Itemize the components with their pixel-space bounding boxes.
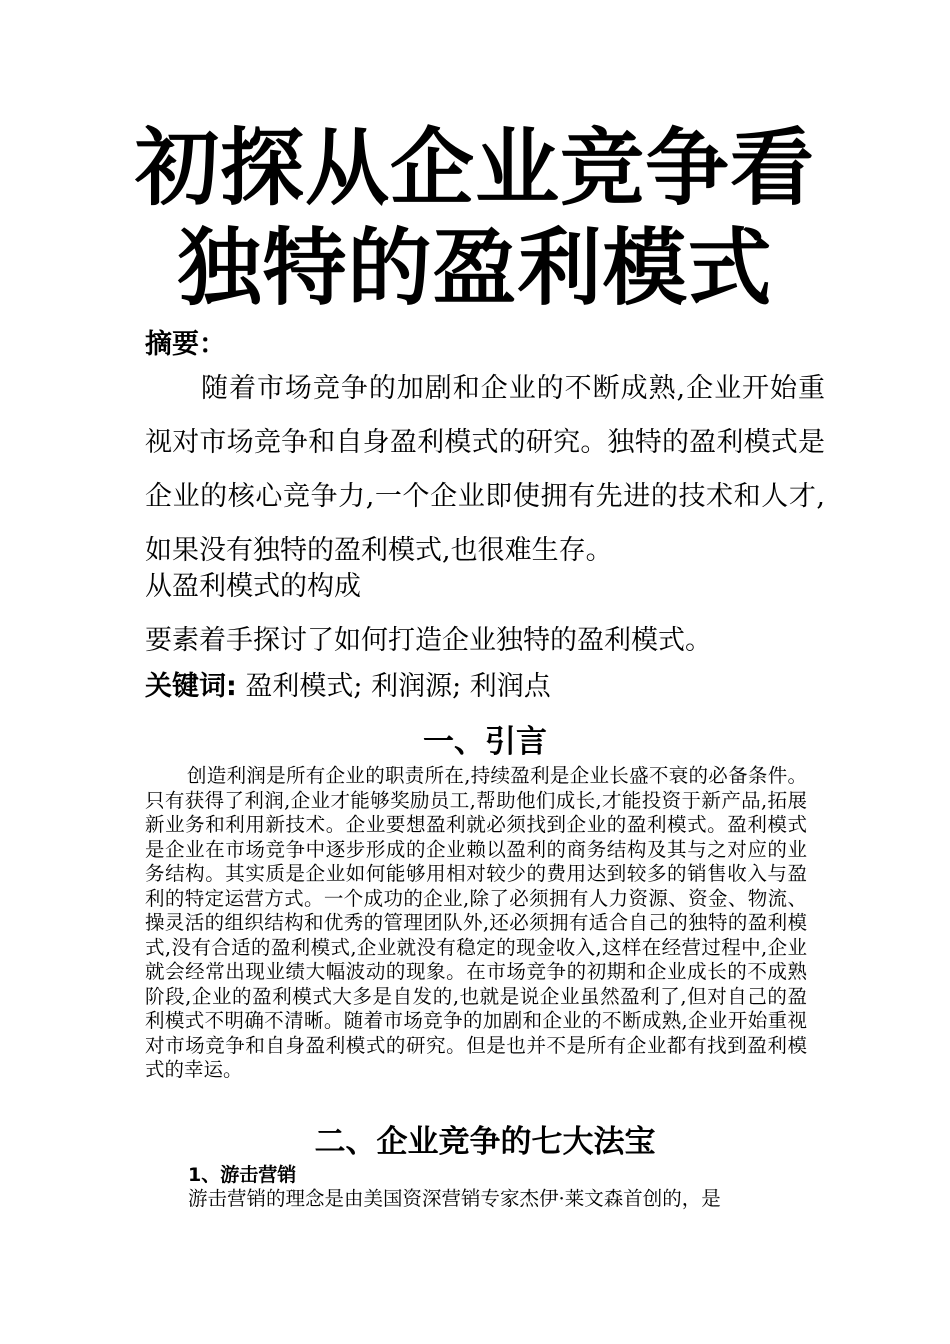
abstract-line: 要素着手探讨了如何打造企业独特的盈利模式。 (145, 625, 712, 656)
guerrilla-marketing-paragraph: 游击营销的理念是由美国资深营销专家杰伊·莱文森首创的，是 (188, 1187, 721, 1210)
section-heading-seven-weapons: 二、企业竞争的七大法宝 (314, 1124, 656, 1160)
document-title-line1: 初探从企业竞争看 (134, 119, 815, 217)
subsection-heading-guerrilla-marketing: 1、游击营销 (188, 1164, 297, 1186)
keywords-label: 关键词: (145, 671, 237, 702)
introduction-paragraph: 创造利润是所有企业的职责所在,持续盈利是企业长盛不衰的必备条件。只有获得了利润,企业才能够奖励员工,帮助他们成长,才能投资于新产品,拓展新业务和利用新技术。企业要想盈利就必须找到企业的盈利模式。盈利模式是企业在市场竞争中逐步形成的企业赖以盈利的商务结构及其与之对应的业务结构。其实质是企业如何能够用相对较少的费用达到较多的销售收入与盈利的特定运营方式。一个成功的企业,除了必须拥有人力资源、资金、物流、操灵活的组织结构和优秀的管理团队外,还必须拥有适合自己的独特的盈利模式,没有合适的盈利模式,企业就没有稳定的现金收入,这样在经营过程中,企业就会经常出现业绩大幅波动的现象。在市场竞争的初期和企业成长的不成熟阶段,企业的盈利模式大多是自发的,也就是说企业虽然盈利了,但对自己的盈利模式不明确不清晰。随着市场竞争的加剧和企业的不断成熟,企业开始重视对市场竞争和自身盈利模式的研究。但是也并不是所有企业都有找到盈利模式的幸运。 (145, 764, 807, 1081)
abstract-paragraph: 随着市场竞争的加剧和企业的不断成熟,企业开始重视对市场竞争和自身盈利模式的研究。独特的盈利模式是企业的核心竞争力,一个企业即使拥有先进的技术和人才,如果没有独特的盈利模式,也很难生存。 (145, 373, 825, 566)
abstract-label: 摘要： (145, 329, 226, 360)
section-heading-introduction: 一、引言 (423, 724, 547, 760)
keywords-text: 盈利模式; 利润源; 利润点 (236, 671, 551, 702)
abstract-line: 从盈利模式的构成 (145, 571, 361, 602)
document-title-line2: 独特的盈利模式 (177, 219, 773, 317)
keywords (145, 664, 551, 703)
